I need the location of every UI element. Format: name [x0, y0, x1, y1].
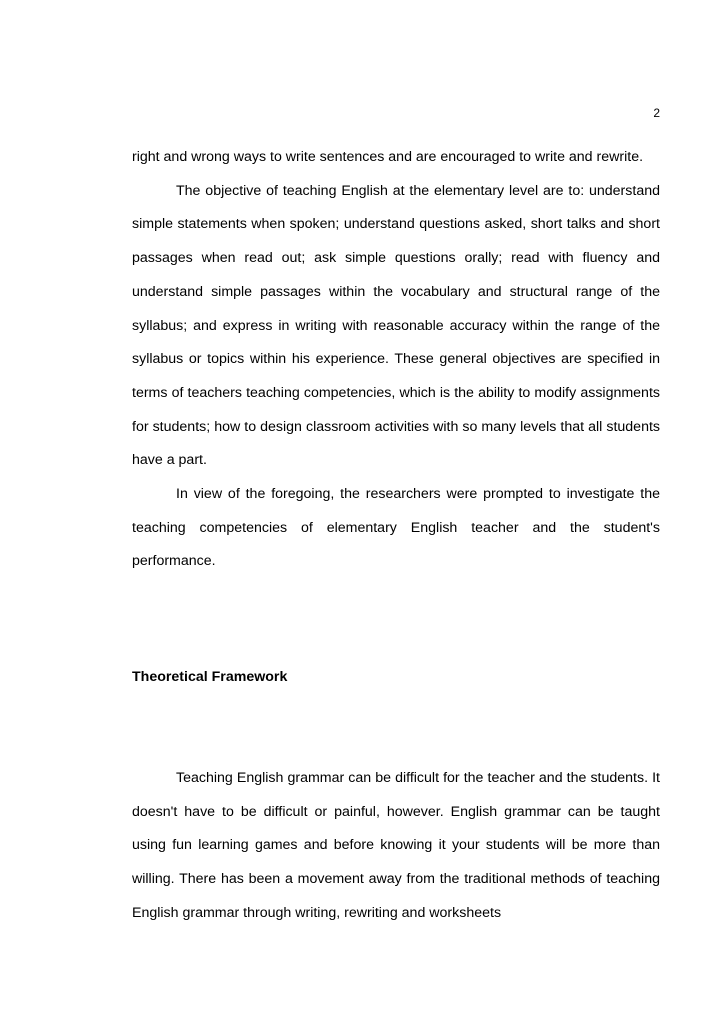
paragraph-objectives: The objective of teaching English at the elementary level are to: understand simple statements when spoken; understand questions asked, short talks and short passages when read out; ask simple questions orally; read with fluency and understand simple passages within the vocabulary and structural range of the syllabus; and express in writing with reasonable accuracy within the range of the syllabus or topics within his experience. These general objectives are specified in terms of teachers teaching competencies, which is the ability to modify assignments for students; how to design classroom activities with so many levels that all students have a part. [132, 182, 660, 469]
paragraph-foregoing: In view of the foregoing, the researchers were prompted to investigate the teaching competencies of elementary English teacher and the student's performance. [132, 486, 660, 570]
body-text-section-1 [132, 141, 660, 579]
body-text-section-2 [132, 762, 660, 931]
section-heading: Theoretical Framework [132, 669, 288, 685]
paragraph-theoretical-framework: Teaching English grammar can be difficult for the teacher and the students. It doesn't have to be difficult or painful, however. English grammar can be taught using fun learning games and before knowing it your students will be more than willing. There has been a movement away from the traditional methods of teaching English grammar through writing, rewriting and worksheets [132, 770, 660, 921]
page-number: 2 [653, 106, 660, 120]
paragraph-continuation: right and wrong ways to write sentences and are encouraged to write and rewrite. [132, 149, 644, 165]
